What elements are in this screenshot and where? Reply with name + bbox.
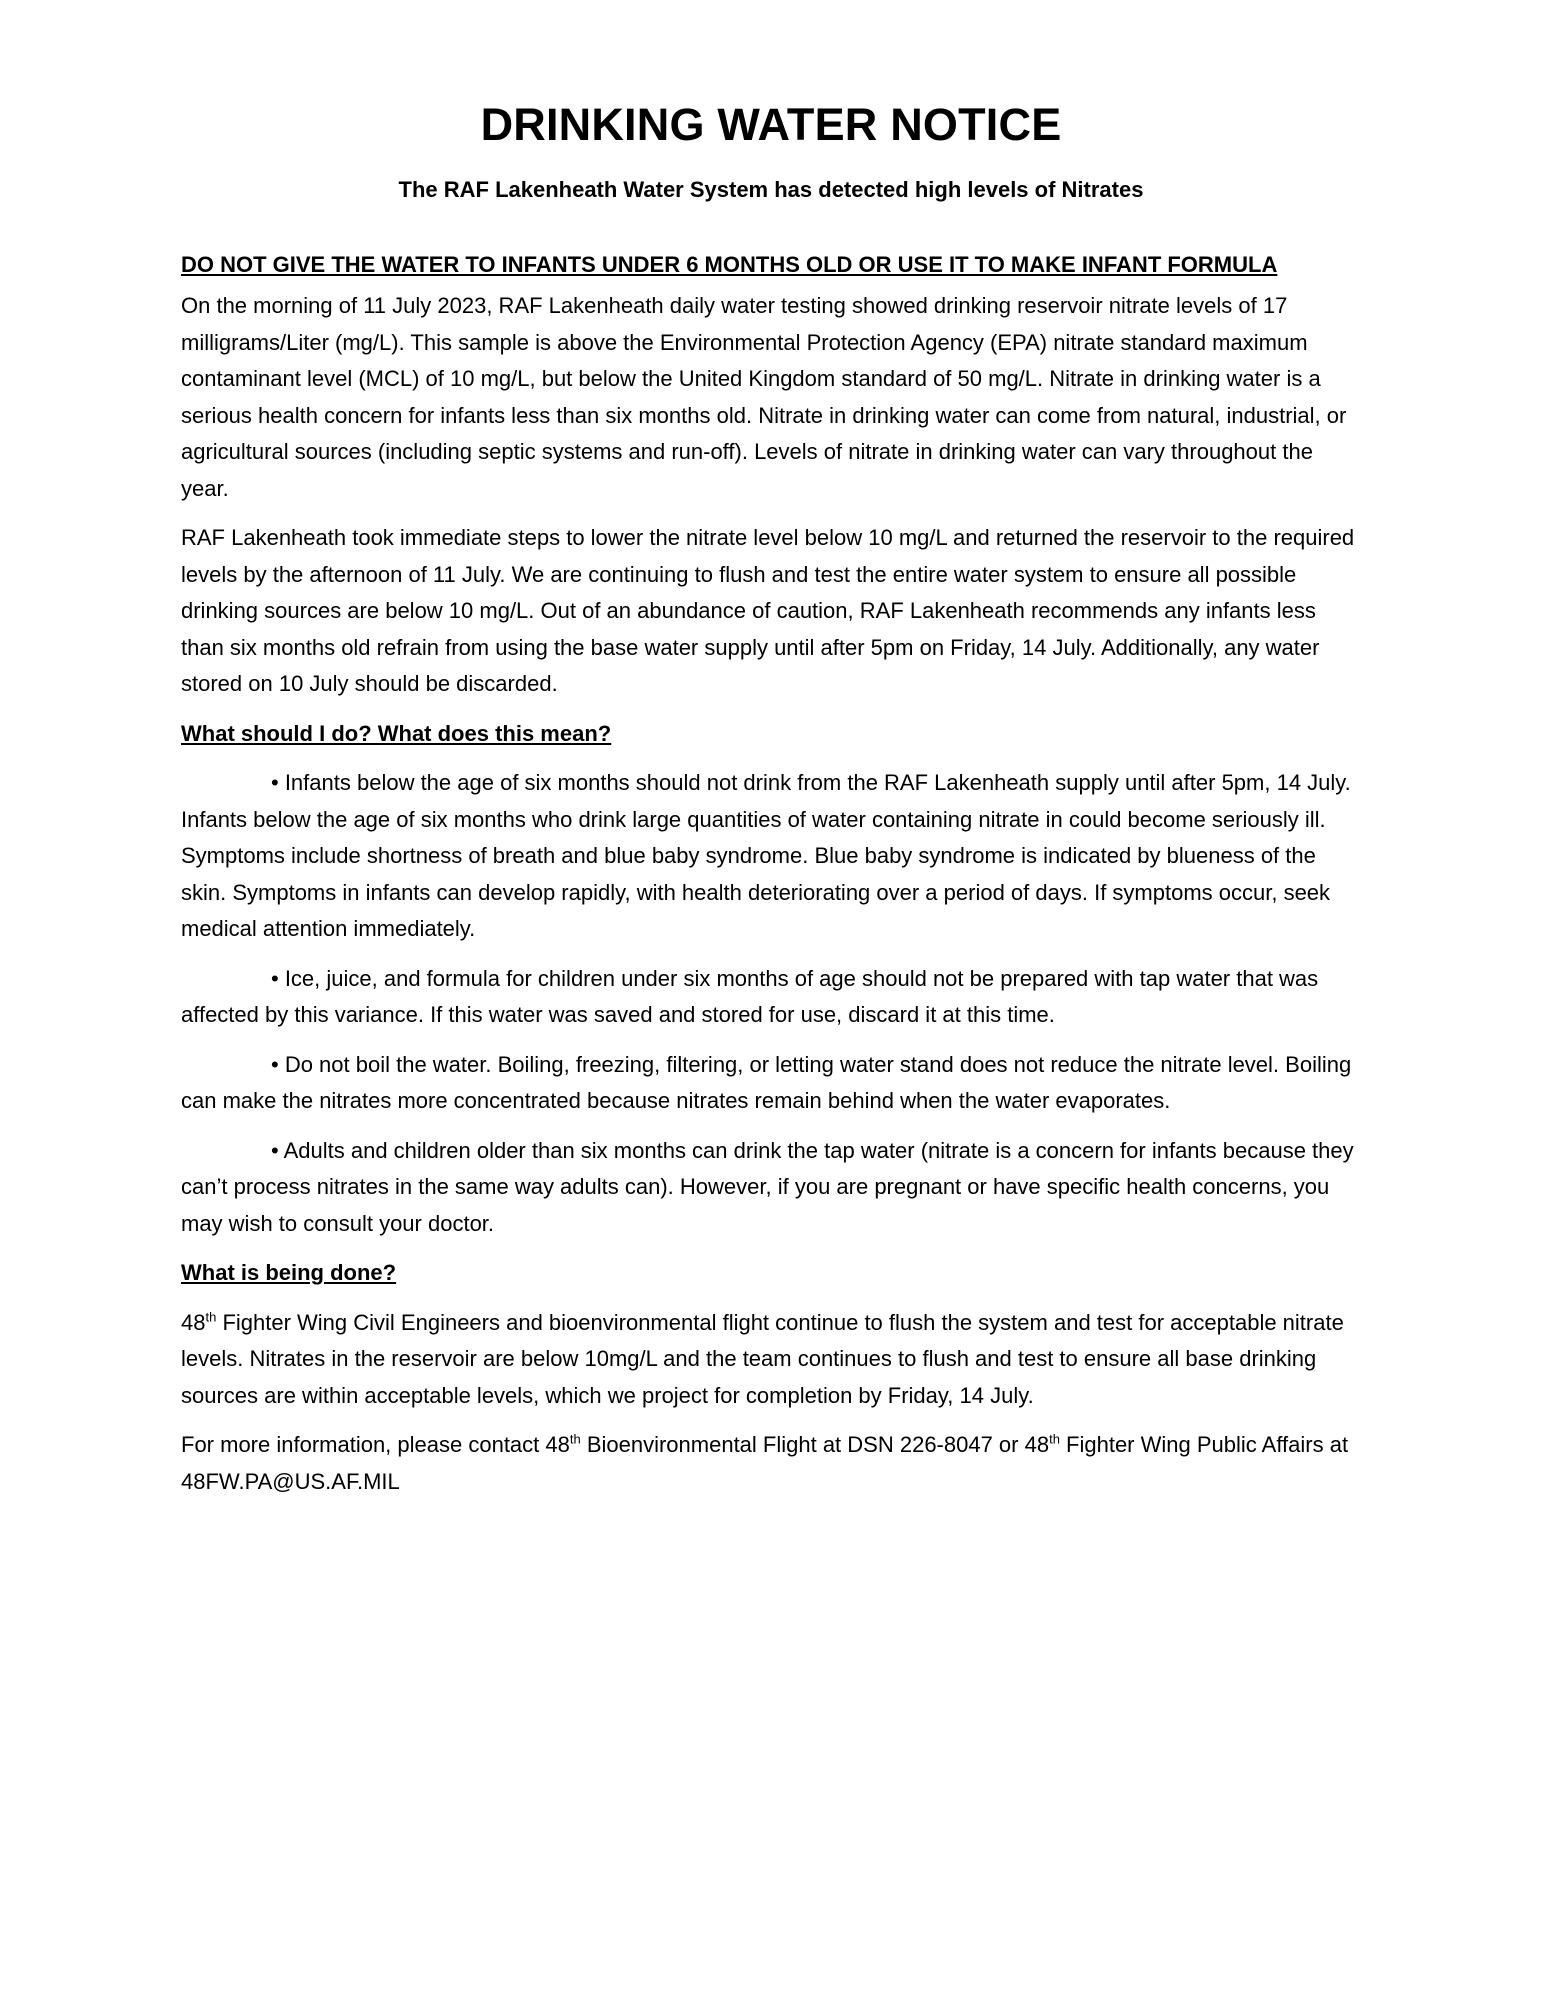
ordinal-suffix: th bbox=[1049, 1431, 1060, 1447]
being-done-text: Fighter Wing Civil Engineers and bioenvironmental flight continue to flush the system and test for acceptable nitrate levels. Nitrates in the reservoir are below 10mg/L and the team continues to flush and test to ensure all base drinking sources are within acceptable levels, which we project for completion by Friday, 14 July. bbox=[181, 1309, 1344, 1408]
paragraph-being-done bbox=[181, 1305, 1361, 1415]
bullet-do-not-boil: • Do not boil the water. Boiling, freezing, filtering, or letting water stand does not reduce the nitrate level. Boiling can make the nitrates more concentrated because nitrates remain behind when the water evaporates. bbox=[181, 1051, 1352, 1113]
heading-being-done: What is being done? bbox=[181, 1260, 397, 1285]
bullet-adults-children: • Adults and children older than six months can drink the tap water (nitrate is a concern for infants because they can’t process nitrates in the same way adults can). However, if you are pregnant or have specific health concerns, you may wish to consult your doctor. bbox=[181, 1137, 1354, 1236]
notice-subtitle: The RAF Lakenheath Water System has detected high levels of Nitrates bbox=[398, 177, 1144, 202]
ordinal-suffix: th bbox=[569, 1431, 581, 1447]
notice-title: DRINKING WATER NOTICE bbox=[480, 99, 1062, 150]
bullet-ice-juice-formula: • Ice, juice, and formula for children under six months of age should not be prepared with tap water that was affected by this variance. If this water was saved and stored for use, discard it at this time. bbox=[181, 965, 1319, 1027]
contact-lead: For more information, please contact 48 bbox=[181, 1432, 570, 1457]
contact-tail: Fighter Wing Public Affairs at 48FW.PA@US.AF.MIL bbox=[181, 1432, 1349, 1494]
ordinal-suffix: th bbox=[205, 1309, 217, 1325]
fighter-wing-number: 48 bbox=[181, 1309, 206, 1335]
contact-middle: Bioenvironmental Flight at DSN 226-8047 or 48 bbox=[580, 1432, 1050, 1457]
paragraph-test-results: On the morning of 11 July 2023, RAF Lakenheath daily water testing showed drinking reservoir nitrate levels of 17 milligrams/Liter (mg/L). This sample is above the Environmental Protection Agency (EPA) nitrate standard maximum contaminant level (MCL) of 10 mg/L, but below the United Kingdom standard of 50 mg/L. Nitrate in drinking water is a serious health concern for infants less than six months old. Nitrate in drinking water can come from natural, industrial, or agricultural sources (including septic systems and run-off). Levels of nitrate in drinking water can vary throughout the year. bbox=[181, 293, 1347, 501]
paragraph-contact bbox=[181, 1427, 1361, 1500]
infant-warning: DO NOT GIVE THE WATER TO INFANTS UNDER 6 MONTHS OLD OR USE IT TO MAKE INFANT FORMULA bbox=[181, 252, 1278, 277]
heading-what-to-do: What should I do? What does this mean? bbox=[181, 720, 612, 746]
notice-page bbox=[181, 95, 1361, 1500]
paragraph-actions-taken: RAF Lakenheath took immediate steps to lower the nitrate level below 10 mg/L and returned the reservoir to the required levels by the afternoon of 11 July. We are continuing to flush and test the entire water system to ensure all possible drinking sources are below 10 mg/L. Out of an abundance of caution, RAF Lakenheath recommends any infants less than six months old refrain from using the base water supply until after 5pm on Friday, 14 July. Additionally, any water stored on 10 July should be discarded. bbox=[181, 525, 1355, 696]
bullet-infants: • Infants below the age of six months should not drink from the RAF Lakenheath supply until after 5pm, 14 July. Infants below the age of six months who drink large quantities of water containing nitrate in could become seriously ill. Symptoms include shortness of breath and blue baby syndrome. Blue baby syndrome is indicated by blueness of the skin. Symptoms in infants can develop rapidly, with health deteriorating over a period of days. If symptoms occur, seek medical attention immediately. bbox=[181, 770, 1351, 941]
